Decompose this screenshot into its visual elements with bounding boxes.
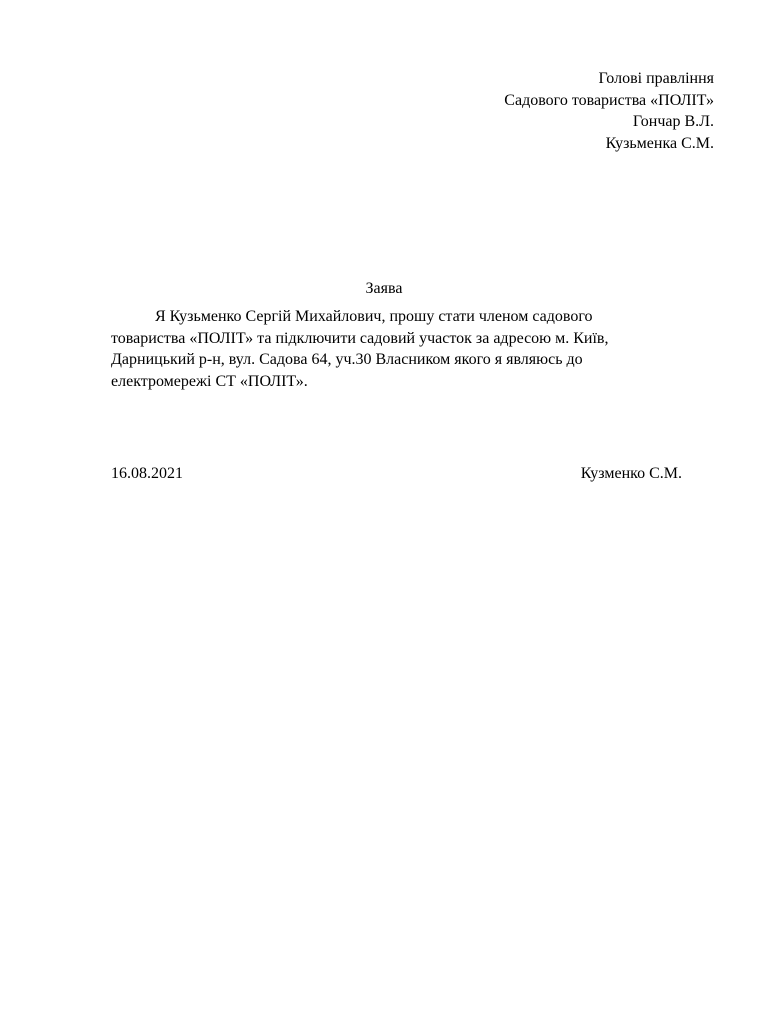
- body-line-3: Дарницький р-н, вул. Садова 64, уч.30 Власником якого я являюсь до: [111, 351, 583, 368]
- document-title: Заява: [365, 280, 403, 297]
- body-line-4: електромережі СТ «ПОЛІТ».: [111, 372, 308, 390]
- addressee-line-recipient: Гончар В.Л.: [632, 113, 714, 130]
- body-line-1: Я Кузьменко Сергій Михайлович, прошу стати членом садового: [155, 308, 593, 325]
- addressee-line-position: Голові правління: [598, 70, 714, 87]
- signature-name: Кузменко С.М.: [580, 465, 682, 482]
- application-body: [111, 306, 686, 392]
- addressee-line-sender: Кузьменка С.М.: [605, 134, 714, 152]
- addressee-block: [504, 68, 714, 154]
- addressee-line-organization: Садового товариства «ПОЛІТ»: [504, 91, 714, 109]
- document-date: 16.08.2021: [111, 465, 183, 482]
- body-line-2: товариства «ПОЛІТ» та підключити садовий участок за адресою м. Київ,: [111, 329, 609, 347]
